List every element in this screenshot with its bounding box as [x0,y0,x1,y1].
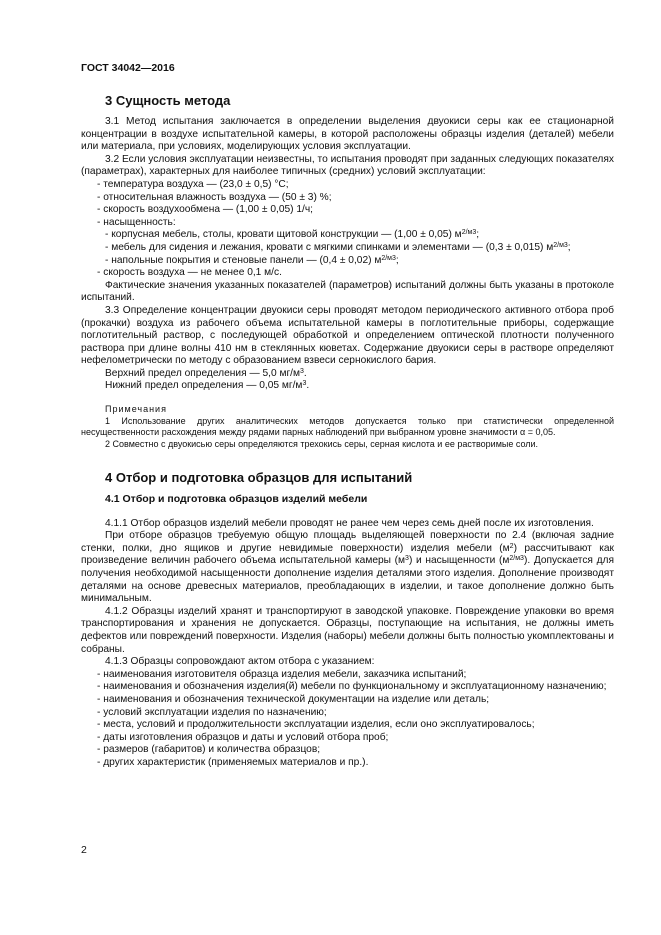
saturation-item-1-text: - корпусная мебель, столы, кровати щитовой конструкции — (1,00 ± 0,05) м [105,229,462,241]
unit-sup: 2/м [509,555,521,563]
condition-humidity: - относительная влажность воздуха — (50 ± 3) %; [97,191,332,203]
list-item: - места, условий и продолжительности эксплуатации изделия, если оно эксплуатировалось; [97,719,535,731]
notes-title: Примечания [105,404,167,415]
lower-limit-text: Нижний предел определения — 0,05 мг/м [105,380,303,392]
unit-sup: 3 [472,229,477,237]
condition-air-speed: - скорость воздуха — не менее 0,1 м/с. [97,267,282,279]
unit-sup: 2/м [461,229,473,237]
list-item: - размеров (габаритов) и количества образцов; [97,744,321,756]
page-number: 2 [81,844,87,856]
list-item: - других характеристик (применяемых материалов и пр.). [97,756,369,768]
condition-temperature: - температура воздуха — (23,0 ± 0,5) °С; [97,178,289,190]
punct: ; [476,229,480,241]
unit-sup: 3 [302,380,307,388]
list-item: - условий эксплуатации изделия по назначению; [97,706,327,718]
paragraph-3-1: 3.1 Метод испытания заключается в определении выделения двуокиси серы как ее стационарной концентрации в воздухе испытательной камеры, в которой расположены образцы изделия (деталей) мебели или материала, при условиях, моделирующих условия эксплуатации. [81,116,614,153]
list-item: - наименования и обозначения технической документации на изделие или деталь; [97,693,490,705]
condition-saturation: - насыщенность: [97,216,176,228]
punct: . [306,380,310,392]
unit-sup: 2/м [553,241,564,249]
unit-sup: 3 [392,254,396,262]
unit-sup: 2/м [381,254,392,262]
page-content [81,93,614,770]
paragraph-3-2: 3.2 Если условия эксплуатации неизвестны, то испытания проводят при заданных следующих показателях (параметрах), характерных для наиболее типичных (средних) условий эксплуатации: [81,153,614,178]
list-item: - наименования и обозначения изделия(й) мебели по функциональному и эксплуатационному назначению; [97,681,607,693]
saturation-item-3 [81,255,614,268]
paragraph-area [81,530,614,606]
saturation-item-1 [81,229,614,242]
punct: ; [395,254,399,266]
note-2: 2 Совместно с двуокисью серы определяются трехокись серы, серная кислота и ее растворимые соли. [105,438,539,449]
paragraph-4-1-2: 4.1.2 Образцы изделий хранят и транспортируют в заводской упаковке. Повреждение упаковки во время транспортирования и хранения не допускается. Образцы, поступающие на испытания, не должны иметь дефектов или повреждений поверхности. Изделия (наборы) мебели должны быть полностью укомплектованы и собраны. [81,605,614,655]
punct: . [303,367,307,379]
lower-limit [81,380,614,393]
paragraph-actual-values: Фактические значения указанных показателей (параметров) испытаний должны быть указаны в протоколе испытаний. [81,279,614,304]
document-code: ГОСТ 34042—2016 [81,62,175,74]
paragraph-4-1-1: 4.1.1 Отбор образцов изделий мебели проводят не ранее чем через семь дней после их изготовления. [105,517,594,529]
upper-limit [81,368,614,381]
note-1: 1 Использование других аналитических методов допускается только при статистически определенной несущественности расхождения между рядами парных наблюдений при выбранном уровне значимости α = 0,05. [81,415,614,438]
condition-air-exchange: - скорость воздухообмена — (1,00 ± 0,05) 1/ч; [97,204,314,216]
area-text-4: ). Допускается для получения необходимой насыщенности дополнение изделия деталями этого изделия. Дополнение производят деталями на основе древесных материалов, преобладающих в изделии, и такое дополнение должно быть минимальным. [81,555,614,605]
list-item: - наименования изготовителя образца изделия мебели, заказчика испытаний; [97,668,467,680]
punct: ; [567,241,571,253]
paragraph-4-1-3: 4.1.3 Образцы сопровождают актом отбора с указанием: [105,656,375,668]
area-text-3: ) и насыщенности (м [408,555,510,567]
area-text-1: При отборе образцов требуемую общую площадь выделяющей поверхности по 2.4 (включая задние стенки, полки, дно ящиков и другие невидимые поверхности) изделия мебели (м [81,530,614,554]
saturation-item-3-text: - напольные покрытия и стеновые панели — (0,4 ± 0,02) м [105,254,382,266]
unit-sup: 3 [563,241,568,249]
area-text-2: ) рассчитывают как произведение величин рабочего объема испытательной камеры (м [81,542,614,567]
list-item: - даты изготовления образцов и даты и условий отбора проб; [97,731,389,743]
upper-limit-text: Верхний предел определения — 5,0 мг/м [105,367,301,379]
paragraph-3-3: 3.3 Определение концентрации двуокиси серы проводят методом периодического активного отбора проб (прокачки) воздуха из рабочего объема испытательной камеры в поглотительные приборы, содержащие поглотительный раствор, с последующей обработкой и определением оптической плотности полученного раствора при длине волны 410 нм в стеклянных кюветах. Содержание двуокиси серы в растворе определяют нефелометрически по методу с образованием взвеси сернокислого бария. [81,304,614,367]
unit-sup: 3 [405,555,409,563]
unit-sup: 2 [509,542,514,550]
subsection-4-1-title: 4.1 Отбор и подготовка образцов изделий мебели [105,493,368,506]
saturation-item-2 [81,242,614,255]
unit-sup: 3 [300,367,304,375]
section-3-title: 3 Сущность метода [105,93,231,108]
unit-sup: 3 [520,555,524,563]
saturation-item-2-text: - мебель для сидения и лежания, кровати с мягкими спинками и элементами — (0,3 ± 0,015) м [105,241,554,253]
section-4-title: 4 Отбор и подготовка образцов для испытаний [105,470,413,486]
